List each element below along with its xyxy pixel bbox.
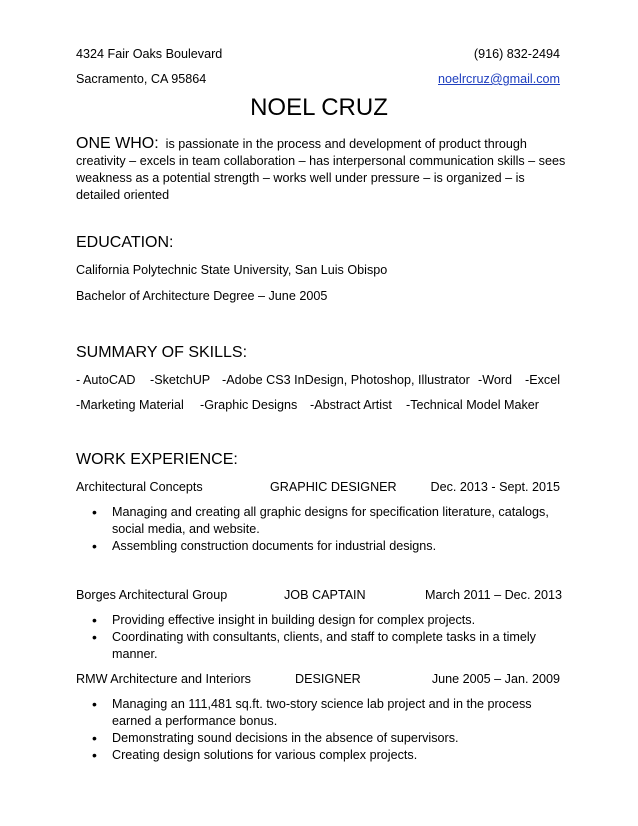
list-item: • Managing and creating all graphic designs for specification literature, catalogs, social media, and website. bbox=[90, 504, 570, 538]
job-title: JOB CAPTAIN bbox=[284, 588, 366, 602]
job-company: Architectural Concepts bbox=[76, 480, 203, 494]
job-dates: June 2005 – Jan. 2009 bbox=[431, 672, 560, 686]
education-school: California Polytechnic State University, San Luis Obispo bbox=[76, 263, 388, 277]
email-link[interactable]: noelrcruz@gmail.com bbox=[438, 72, 560, 86]
education-degree: Bachelor of Architecture Degree – June 2005 bbox=[76, 289, 328, 303]
list-item: • Managing an 111,481 sq.ft. two-story science lab project and in the process earned a performance bonus. bbox=[90, 696, 570, 730]
job-dates: Dec. 2013 - Sept. 2015 bbox=[430, 480, 560, 494]
education-heading: EDUCATION: bbox=[76, 234, 174, 251]
skill-item: -Adobe CS3 InDesign, Photoshop, Illustrator bbox=[222, 373, 470, 387]
profile-lead: ONE WHO: bbox=[76, 135, 159, 152]
job-bullets bbox=[90, 612, 570, 663]
list-item: • Providing effective insight in building design for complex projects. bbox=[90, 612, 570, 629]
job-title: GRAPHIC DESIGNER bbox=[270, 480, 397, 494]
address-line-2: Sacramento, CA 95864 bbox=[76, 72, 207, 86]
job-company: Borges Architectural Group bbox=[76, 588, 228, 602]
phone-number: (916) 832-2494 bbox=[473, 47, 560, 61]
skill-item: -Graphic Designs bbox=[200, 398, 298, 412]
address-line-1: 4324 Fair Oaks Boulevard bbox=[76, 47, 223, 61]
skill-item: -Abstract Artist bbox=[310, 398, 392, 412]
skill-item: -Marketing Material bbox=[76, 398, 184, 412]
skill-item: -Technical Model Maker bbox=[406, 398, 539, 412]
skill-item: - AutoCAD bbox=[76, 373, 136, 387]
list-item: • Creating design solutions for various complex projects. bbox=[90, 747, 570, 764]
skill-item: -SketchUP bbox=[150, 373, 211, 387]
skill-item: -Word bbox=[478, 373, 513, 387]
job-bullets bbox=[90, 696, 570, 764]
job-bullets bbox=[90, 504, 570, 555]
list-item: • Assembling construction documents for industrial designs. bbox=[90, 538, 570, 555]
skills-heading: SUMMARY OF SKILLS: bbox=[76, 344, 248, 361]
list-item: • Coordinating with consultants, clients, and staff to complete tasks in a timely manner. bbox=[90, 629, 570, 663]
job-company: RMW Architecture and Interiors bbox=[76, 672, 251, 686]
profile-summary bbox=[76, 135, 566, 204]
work-heading: WORK EXPERIENCE: bbox=[76, 451, 238, 468]
job-dates: March 2011 – Dec. 2013 bbox=[425, 588, 562, 602]
job-title: DESIGNER bbox=[295, 672, 361, 686]
skill-item: -Excel bbox=[525, 373, 560, 387]
page-title: NOEL CRUZ bbox=[250, 94, 388, 121]
list-item: • Demonstrating sound decisions in the absence of supervisors. bbox=[90, 730, 570, 747]
profile-text: is passionate in the process and development of product through creativity – excels in team collaboration – has interpersonal communication skills – sees weakness as a potential strength – works well under pressure – is organized – is detailed oriented bbox=[76, 137, 566, 202]
